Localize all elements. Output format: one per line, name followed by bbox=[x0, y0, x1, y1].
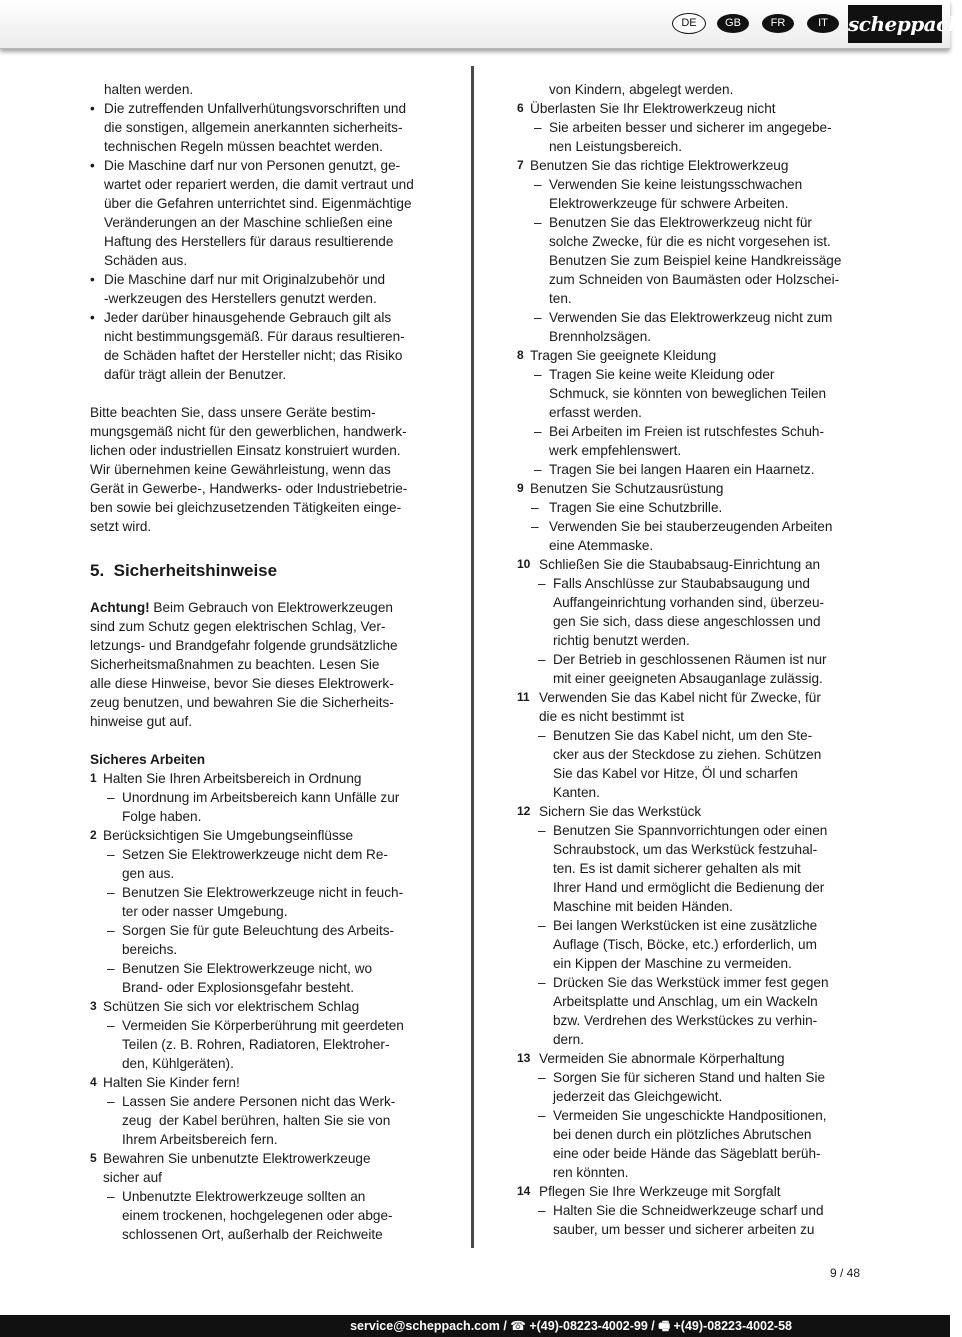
text-line: Falls Anschlüsse zur Staubabsaugung und bbox=[553, 576, 810, 591]
dash-glyph: – bbox=[538, 1203, 546, 1218]
text-line: wartet oder repariert werden, die damit vertraut und bbox=[104, 177, 414, 192]
text-line: Kanten. bbox=[553, 785, 600, 800]
item-title: Vermeiden Sie abnormale Körperhaltung bbox=[539, 1051, 785, 1066]
text-line: über die Gefahren unterrichtet sind. Eigenmächtige bbox=[104, 196, 412, 211]
text-line: Ihrer Hand und ermöglicht die Bedienung der bbox=[553, 880, 825, 895]
text-line: Die zutreffenden Unfallverhütungsvorschriften und bbox=[104, 101, 407, 116]
item-number: 8 bbox=[517, 348, 524, 362]
item-title: Tragen Sie geeignete Kleidung bbox=[530, 348, 717, 363]
text-line: Sicherheitsmaßnahmen zu beachten. Lesen Sie bbox=[90, 657, 380, 672]
bullet-glyph: • bbox=[90, 310, 95, 325]
dash-glyph: – bbox=[538, 823, 546, 838]
bullet-glyph: • bbox=[90, 158, 95, 173]
language-it-button[interactable]: IT bbox=[807, 14, 839, 33]
text-line: setzt wird. bbox=[90, 519, 152, 534]
text-line: die sonstigen, allgemein anerkannten sicherheits- bbox=[104, 120, 403, 135]
item-title: Halten Sie Ihren Arbeitsbereich in Ordnung bbox=[103, 771, 362, 786]
section-heading: 5. Sicherheitshinweise bbox=[90, 561, 278, 580]
left-column bbox=[90, 80, 430, 1244]
item-number: 1 bbox=[90, 771, 97, 785]
dash-glyph: – bbox=[534, 215, 542, 230]
item-title: Schützen Sie sich vor elektrischem Schlag bbox=[103, 999, 360, 1014]
text-line: Benutzen Sie Spannvorrichtungen oder einen bbox=[553, 823, 828, 838]
text-line: ten. Es ist damit sicherer gehalten als mit bbox=[553, 861, 801, 876]
language-fr-button[interactable]: FR bbox=[762, 14, 794, 33]
text-line: Setzen Sie Elektrowerkzeuge nicht dem Re- bbox=[122, 847, 388, 862]
text-line: ben sowie bei gleichzusetzenden Tätigkeiten einge- bbox=[90, 500, 402, 515]
subheading: Sicheres Arbeiten bbox=[90, 752, 206, 767]
text-line: Der Betrieb in geschlossenen Räumen ist nur bbox=[553, 652, 827, 667]
dash-glyph: – bbox=[538, 652, 546, 667]
text-line: Folge haben. bbox=[122, 809, 202, 824]
text-line: schlossenen Ort, außerhalb der Reichweite bbox=[122, 1227, 383, 1242]
text-line: Sie das Kabel vor Hitze, Öl und scharfen bbox=[553, 766, 798, 781]
text-line: -werkzeugen des Herstellers genutzt werden. bbox=[104, 291, 377, 306]
safety-item-5 bbox=[90, 1149, 430, 1244]
safety-item-3 bbox=[90, 997, 430, 1073]
text-line: Jeder darüber hinausgehende Gebrauch gilt als bbox=[104, 310, 392, 325]
item-number: 13 bbox=[517, 1051, 531, 1065]
safety-item-14 bbox=[517, 1182, 859, 1239]
bullet-item bbox=[90, 270, 430, 308]
text-line: Vermeiden Sie ungeschickte Handpositionen, bbox=[553, 1108, 827, 1123]
text-line: Die Maschine darf nur mit Originalzubehör und bbox=[104, 272, 386, 287]
item-title: Benutzen Sie Schutzausrüstung bbox=[530, 481, 724, 496]
text-line: zeug der Kabel berühren, halten Sie sie von bbox=[122, 1113, 391, 1128]
text-line: mit einer geeigneten Absauganlage zulässig. bbox=[553, 671, 823, 686]
text-line: mungsgemäß nicht für den gewerblichen, handwerk- bbox=[90, 424, 407, 439]
text-line: Vermeiden Sie Körperberührung mit geerdeten bbox=[122, 1018, 404, 1033]
text-line: bei denen durch ein plötzliches Abrutschen bbox=[553, 1127, 812, 1142]
item-title: Benutzen Sie das richtige Elektrowerkzeug bbox=[530, 158, 789, 173]
text-line: Lassen Sie andere Personen nicht das Werk- bbox=[122, 1094, 396, 1109]
bullet-item bbox=[90, 308, 430, 384]
header-bar bbox=[0, 0, 962, 49]
item-number: 5 bbox=[90, 1151, 97, 1165]
text-line: ter oder nasser Umgebung. bbox=[122, 904, 288, 919]
dash-glyph: – bbox=[107, 1094, 115, 1109]
item-number: 6 bbox=[517, 101, 524, 115]
text-line: Veränderungen an der Maschine schließen eine bbox=[104, 215, 393, 230]
text-line: richtig benutzt werden. bbox=[553, 633, 690, 648]
safety-item-12 bbox=[517, 802, 859, 1049]
text-line: eine oder beide Hände das Sägeblatt berüh- bbox=[553, 1146, 821, 1161]
text-line: Elektrowerkzeuge für schwere Arbeiten. bbox=[549, 196, 789, 211]
dash-glyph: – bbox=[531, 500, 539, 515]
text-line: Sorgen Sie für gute Beleuchtung des Arbeits- bbox=[122, 923, 395, 938]
bullet-glyph: • bbox=[90, 272, 95, 287]
text-line: Verwenden Sie das Elektrowerkzeug nicht zum bbox=[549, 310, 833, 325]
text-line: Ihrem Arbeitsbereich fern. bbox=[122, 1132, 278, 1147]
text-line: Sie arbeiten besser und sicherer im angegebe- bbox=[549, 120, 832, 135]
item-title: Verwenden Sie das Kabel nicht für Zwecke, für bbox=[539, 690, 821, 705]
dash-glyph: – bbox=[538, 918, 546, 933]
language-gb-button[interactable]: GB bbox=[717, 14, 749, 33]
text-line: einem trockenen, hochgelegenen oder abge- bbox=[122, 1208, 393, 1223]
text-line: Halten Sie die Schneidwerkzeuge scharf und bbox=[553, 1203, 824, 1218]
dash-glyph: – bbox=[538, 728, 546, 743]
dash-glyph: – bbox=[534, 177, 542, 192]
bullet-glyph: • bbox=[90, 101, 95, 116]
item-number: 4 bbox=[90, 1075, 97, 1089]
attention-paragraph bbox=[90, 598, 430, 731]
item-number: 3 bbox=[90, 999, 97, 1013]
text-line: Benutzen Sie das Kabel nicht, um den Ste- bbox=[553, 728, 813, 743]
dash-glyph: – bbox=[538, 576, 546, 591]
text-line: erfasst werden. bbox=[549, 405, 642, 420]
dash-glyph: – bbox=[534, 424, 542, 439]
text-line: nicht bestimmungsgemäß. Für daraus resultieren- bbox=[104, 329, 405, 344]
text-line: Brennholzsägen. bbox=[549, 329, 652, 344]
text-line: Arbeitsplatte und Anschlag, um ein Wackeln bbox=[553, 994, 818, 1009]
page-number: 9 / 48 bbox=[829, 1266, 860, 1280]
text-line: eine Atemmaske. bbox=[549, 538, 654, 553]
text-line: Benutzen Sie Elektrowerkzeuge nicht in feuch- bbox=[122, 885, 404, 900]
text-line: gen Sie sich, dass diese angeschlossen und bbox=[553, 614, 821, 629]
item-number: 7 bbox=[517, 158, 524, 172]
text-line: gen aus. bbox=[122, 866, 175, 881]
right-column bbox=[517, 80, 859, 1239]
text-line: Benutzen Sie zum Beispiel keine Handkreissäge bbox=[549, 253, 842, 268]
text-line: Gerät in Gewerbe-, Handwerks- oder Industriebetrie- bbox=[90, 481, 408, 496]
text-line: Beim Gebrauch von Elektrowerkzeugen bbox=[149, 600, 393, 615]
language-de-button[interactable]: DE bbox=[672, 13, 706, 34]
footer-contact-text: service@scheppach.com / ☎ +(49)-08223-4002-99 / 🖷 +(49)-08223-4002-58 bbox=[350, 1319, 792, 1333]
text-line: Unordnung im Arbeitsbereich kann Unfälle zur bbox=[122, 790, 400, 805]
text-line: zeug benutzen, und bewahren Sie die Sicherheits- bbox=[90, 695, 394, 710]
text-line: Wir übernehmen keine Gewährleistung, wenn das bbox=[90, 462, 391, 477]
item-title: Pflegen Sie Ihre Werkzeuge mit Sorgfalt bbox=[539, 1184, 781, 1199]
item-title: Überlasten Sie Ihr Elektrowerkzeug nicht bbox=[530, 101, 776, 116]
text-line: Schraubstock, um das Werkstück festzuhal- bbox=[553, 842, 818, 857]
item-number: 10 bbox=[517, 557, 531, 571]
item-title: Sichern Sie das Werkstück bbox=[539, 804, 702, 819]
text-line: Verwenden Sie bei stauberzeugenden Arbeiten bbox=[549, 519, 833, 534]
text-line: alle diese Hinweise, bevor Sie dieses Elektrowerk- bbox=[90, 676, 394, 691]
column-divider bbox=[471, 66, 474, 1248]
safety-item-9 bbox=[517, 479, 859, 555]
item-title: sicher auf bbox=[103, 1170, 162, 1185]
text-line: von Kindern, abgelegt werden. bbox=[549, 82, 734, 97]
text-line: Die Maschine darf nur von Personen genutzt, ge- bbox=[104, 158, 401, 173]
safety-item-4 bbox=[90, 1073, 430, 1149]
text-line: ten. bbox=[549, 291, 572, 306]
bullet-item bbox=[90, 156, 430, 270]
text-line: cker aus der Steckdose zu ziehen. Schützen bbox=[553, 747, 822, 762]
text-line: Haftung des Herstellers für daraus resultierende bbox=[104, 234, 394, 249]
text-line: Schmuck, sie könnten von beweglichen Teilen bbox=[549, 386, 827, 401]
text-line: Teilen (z. B. Rohren, Radiatoren, Elektroher- bbox=[122, 1037, 390, 1052]
dash-glyph: – bbox=[534, 120, 542, 135]
text-line: dern. bbox=[553, 1032, 584, 1047]
item-number: 12 bbox=[517, 804, 531, 818]
dash-glyph: – bbox=[107, 885, 115, 900]
text-line: Bei Arbeiten im Freien ist rutschfestes Schuh- bbox=[549, 424, 825, 439]
disclaimer-paragraph bbox=[90, 403, 430, 536]
safety-item-13 bbox=[517, 1049, 859, 1182]
safety-item-10 bbox=[517, 555, 859, 688]
item-title: Schließen Sie die Staubabsaug-Einrichtung an bbox=[539, 557, 821, 572]
dash-glyph: – bbox=[531, 519, 539, 534]
item-title: Bewahren Sie unbenutzte Elektrowerkzeuge bbox=[103, 1151, 371, 1166]
text-line: zum Schneiden von Baumästen oder Holzschei- bbox=[549, 272, 840, 287]
bullet-item bbox=[90, 99, 430, 156]
brand-logo: scheppach bbox=[848, 5, 942, 43]
contact-footer bbox=[0, 1315, 950, 1337]
text-line: sind zum Schutz gegen elektrischen Schlag, Ver- bbox=[90, 619, 386, 634]
safety-item-2 bbox=[90, 826, 430, 997]
text-line: Bei langen Werkstücken ist eine zusätzliche bbox=[553, 918, 818, 933]
text-line: Auffangeinrichtung vorhanden sind, überzeu- bbox=[553, 595, 825, 610]
text-line: hinweise gut auf. bbox=[90, 714, 193, 729]
text-line: dafür trägt allein der Benutzer. bbox=[104, 367, 287, 382]
safety-item-7 bbox=[517, 156, 859, 346]
item-number: 9 bbox=[517, 481, 524, 495]
text-line: nen Leistungsbereich. bbox=[549, 139, 683, 154]
text-line: Auflage (Tisch, Böcke, etc.) erforderlich, um bbox=[553, 937, 817, 952]
text-line: ein Kippen der Maschine zu vermeiden. bbox=[553, 956, 792, 971]
item-number: 14 bbox=[517, 1184, 531, 1198]
dash-glyph: – bbox=[534, 462, 542, 477]
text-line: solche Zwecke, für die es nicht vorgesehen ist. bbox=[549, 234, 831, 249]
dash-glyph: – bbox=[107, 1189, 115, 1204]
text-line: Benutzen Sie Elektrowerkzeuge nicht, wo bbox=[122, 961, 373, 976]
text-line: Maschine mit beiden Händen. bbox=[553, 899, 733, 914]
text-line: technischen Regeln müssen beachtet werden. bbox=[104, 139, 383, 154]
text-line: ren könnten. bbox=[553, 1165, 629, 1180]
dash-glyph: – bbox=[107, 847, 115, 862]
text-line: Sorgen Sie für sicheren Stand und halten Sie bbox=[553, 1070, 826, 1085]
item-number: 2 bbox=[90, 828, 97, 842]
dash-glyph: – bbox=[107, 790, 115, 805]
dash-glyph: – bbox=[538, 975, 546, 990]
item-title: Halten Sie Kinder fern! bbox=[103, 1075, 240, 1090]
text-line: werk empfehlenswert. bbox=[549, 443, 682, 458]
text-line: halten werden. bbox=[104, 82, 194, 97]
dash-glyph: – bbox=[107, 961, 115, 976]
text-line: Schäden aus. bbox=[104, 253, 188, 268]
dash-glyph: – bbox=[534, 310, 542, 325]
text-line: letzungs- und Brandgefahr folgende grundsätzliche bbox=[90, 638, 398, 653]
dash-glyph: – bbox=[538, 1108, 546, 1123]
text-line: Tragen Sie bei langen Haaren ein Haarnetz. bbox=[549, 462, 815, 477]
item-title: die es nicht bestimmt ist bbox=[539, 709, 685, 724]
text-line: Benutzen Sie das Elektrowerkzeug nicht für bbox=[549, 215, 812, 230]
text-line: Bitte beachten Sie, dass unsere Geräte bestim- bbox=[90, 405, 376, 420]
text-line: jederzeit das Gleichgewicht. bbox=[553, 1089, 723, 1104]
dash-glyph: – bbox=[538, 1070, 546, 1085]
safety-item-6 bbox=[517, 99, 859, 156]
text-line: bzw. Verdrehen des Werkstückes zu verhin- bbox=[553, 1013, 818, 1028]
dash-glyph: – bbox=[107, 923, 115, 938]
text-line: lichen oder industriellen Einsatz konstruiert wurden. bbox=[90, 443, 401, 458]
safety-item-8 bbox=[517, 346, 859, 479]
text-line: de Schäden haftet der Hersteller nicht; das Risiko bbox=[104, 348, 403, 363]
attention-label: Achtung! bbox=[90, 600, 150, 615]
text-line: bereichs. bbox=[122, 942, 178, 957]
text-line: den, Kühlgeräten). bbox=[122, 1056, 234, 1071]
item-number: 11 bbox=[517, 690, 530, 704]
safety-item-11 bbox=[517, 688, 859, 802]
text-line: Tragen Sie keine weite Kleidung oder bbox=[549, 367, 775, 382]
safety-item-1 bbox=[90, 769, 430, 826]
text-line: Drücken Sie das Werkstück immer fest gegen bbox=[553, 975, 829, 990]
dash-glyph: – bbox=[534, 367, 542, 382]
text-line: Brand- oder Explosionsgefahr besteht. bbox=[122, 980, 354, 995]
text-line: Unbenutzte Elektrowerkzeuge sollten an bbox=[122, 1189, 366, 1204]
dash-glyph: – bbox=[107, 1018, 115, 1033]
text-line: sauber, um besser und sicherer arbeiten zu bbox=[553, 1222, 815, 1237]
item-title: Berücksichtigen Sie Umgebungseinflüsse bbox=[103, 828, 354, 843]
text-line: Verwenden Sie keine leistungsschwachen bbox=[549, 177, 803, 192]
text-line: Tragen Sie eine Schutzbrille. bbox=[549, 500, 723, 515]
